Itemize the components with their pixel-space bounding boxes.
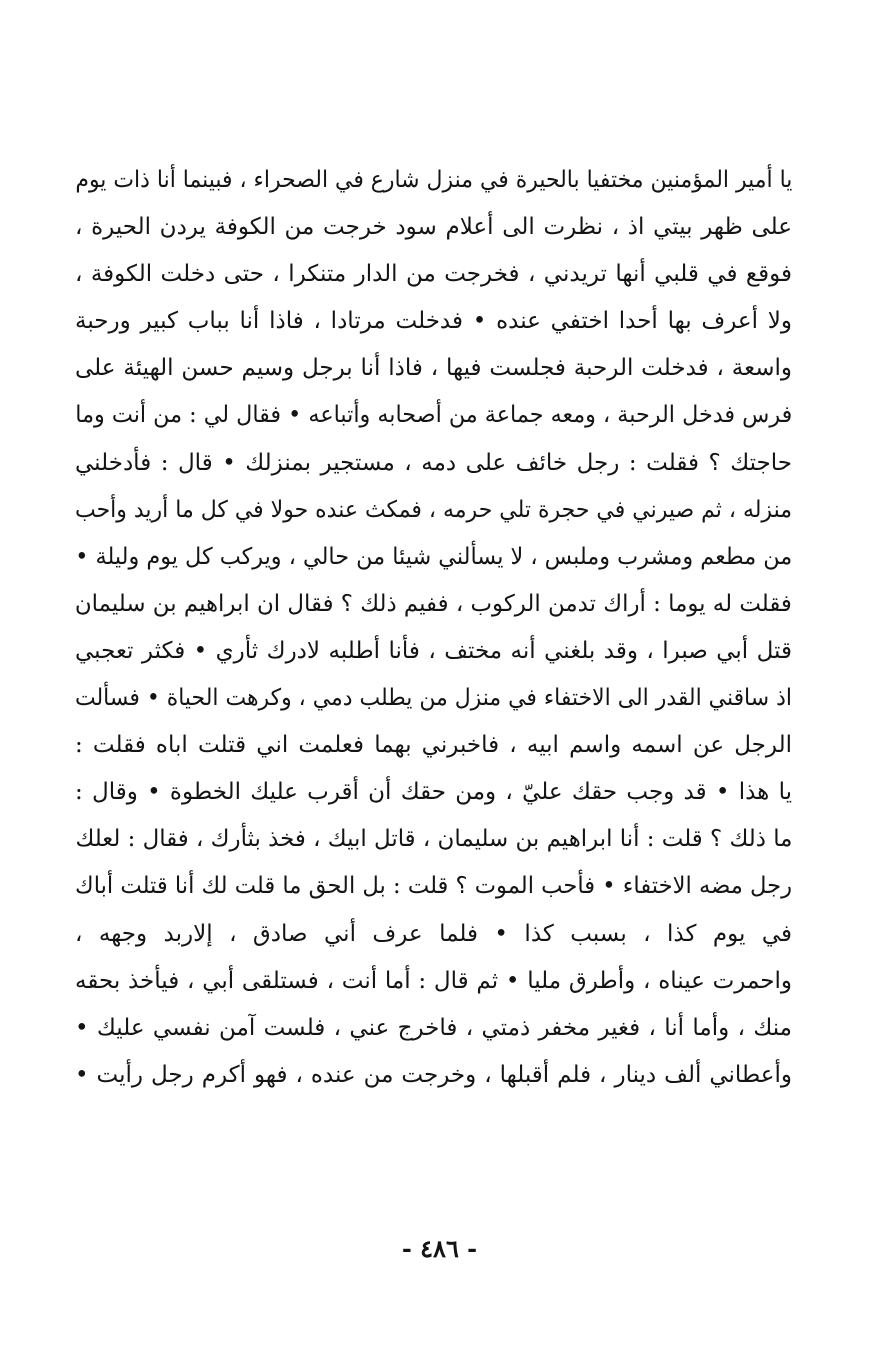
- text-line: منزله ، ثم صيرني في حجرة تلي حرمه ، فمكث عنده حولا في كل ما أريد وأحب: [75, 496, 792, 523]
- text-line: واسعة ، فدخلت الرحبة فجلست فيها ، فاذا أنا برجل وسيم حسن الهيئة على: [75, 355, 792, 382]
- body-text: [75, 157, 792, 1099]
- text-line: اذ ساقني القدر الى الاختفاء في منزل من يطلب دمي ، وكرهت الحياة • فسألت: [75, 685, 792, 712]
- text-line: في يوم كذا ، بسبب كذا • فلما عرف أني صادق ، إلاربد وجهه ،: [75, 920, 792, 947]
- text-line: يا أمير المؤمنين مختفيا بالحيرة في منزل شارع في الصحراء ، فبينما أنا ذات يوم: [75, 167, 792, 193]
- text-line: فوقع في قلبي أنها تريدني ، فخرجت من الدار متنكرا ، حتى دخلت الكوفة ،: [75, 261, 792, 288]
- text-line: فرس فدخل الرحبة ، ومعه جماعة من أصحابه وأتباعه • فقال لي : من أنت وما: [75, 402, 792, 429]
- text-line: من مطعم ومشرب وملبس ، لا يسألني شيئا من حالي ، ويركب كل يوم وليلة •: [75, 543, 792, 570]
- text-line: منك ، وأما أنا ، فغير مخفر ذمتي ، فاخرج عني ، فلست آمن نفسي عليك •: [75, 1014, 792, 1041]
- text-line: حاجتك ؟ فقلت : رجل خائف على دمه ، مستجير بمنزلك • قال : فأدخلني: [75, 449, 792, 476]
- page-number: - ٤٨٦ -: [401, 1234, 478, 1263]
- text-line: يا هذا • قد وجب حقك عليّ ، ومن حقك أن أقرب عليك الخطوة • وقال :: [75, 779, 792, 806]
- text-line: ولا أعرف بها أحدا اختفي عنده • فدخلت مرتادا ، فاذا أنا بباب كبير ورحبة: [75, 308, 792, 335]
- text-line: رجل مضه الاختفاء • فأحب الموت ؟ قلت : بل الحق ما قلت لك أنا قتلت أباك: [75, 873, 792, 900]
- text-line: الرجل عن اسمه واسم ابيه ، فاخبرني بهما فعلمت اني قتلت اباه فقلت :: [75, 732, 792, 759]
- text-line: واحمرت عيناه ، وأطرق مليا • ثم قال : أما أنت ، فستلقى أبي ، فيأخذ بحقه: [75, 967, 792, 994]
- text-line: على ظهر بيتي اذ ، نظرت الى أعلام سود خرجت من الكوفة يردن الحيرة ،: [75, 214, 792, 241]
- text-line: ما ذلك ؟ قلت : أنا ابراهيم بن سليمان ، قاتل ابيك ، فخذ بثأرك ، فقال : لعلك: [75, 826, 792, 853]
- text-line: قتل أبي صبرا ، وقد بلغني أنه مختف ، فأنا أطلبه لادرك ثأري • فكثر تعجبي: [75, 637, 792, 664]
- text-line: وأعطاني ألف دينار ، فلم أقبلها ، وخرجت من عنده ، فهو أكرم رجل رأيت •: [75, 1061, 792, 1088]
- text-line: فقلت له يوما : أراك تدمن الركوب ، ففيم ذلك ؟ فقال ان ابراهيم بن سليمان: [75, 590, 792, 617]
